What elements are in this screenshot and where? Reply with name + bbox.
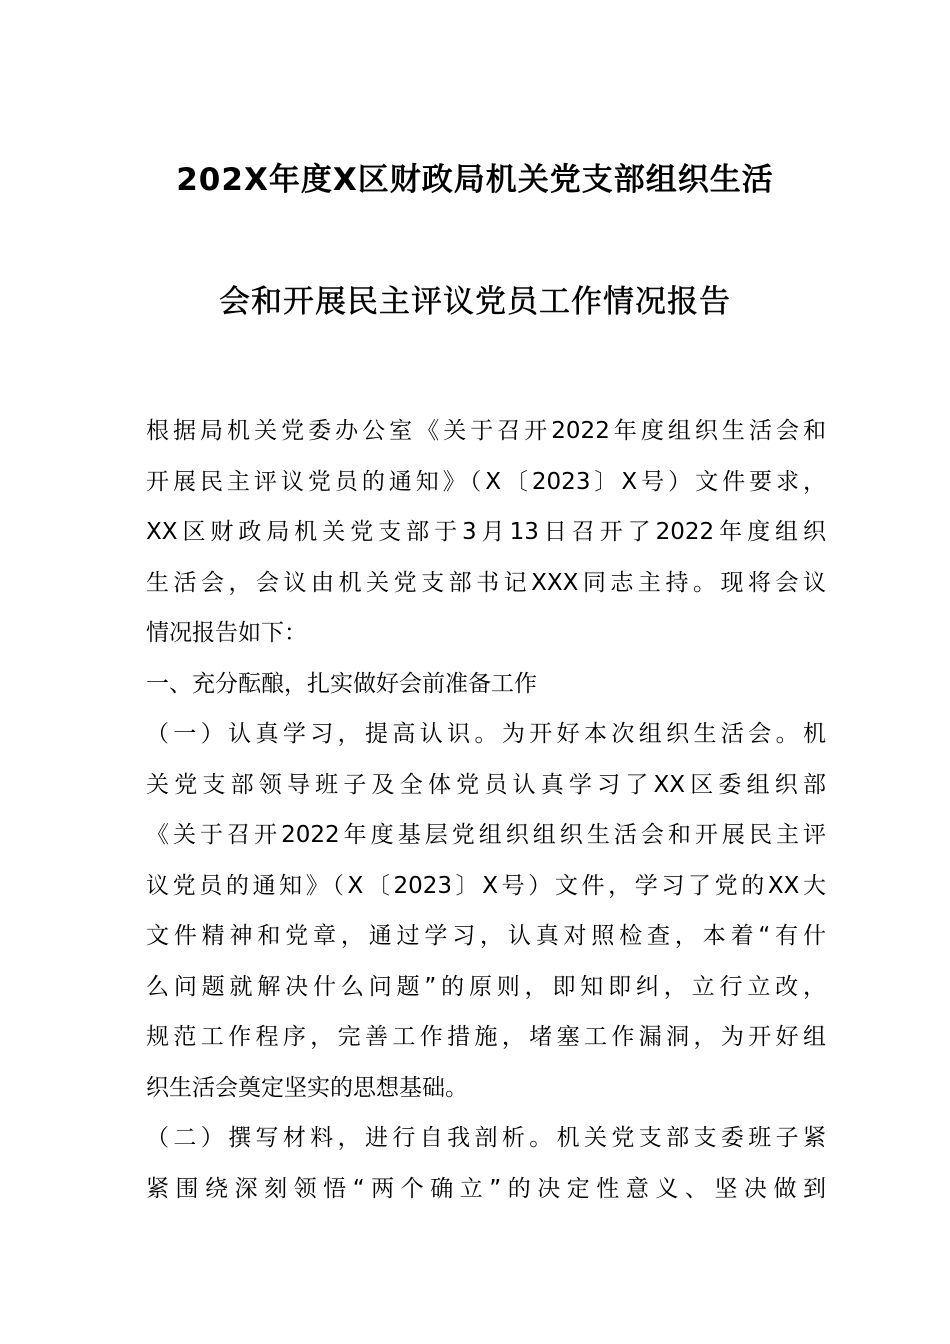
body-line: 情况报告如下：: [146, 620, 307, 646]
body-line: 关党支部领导班子及全体党员认真学习了XX区委组织部: [146, 771, 826, 798]
body-line: 《关于召开2022年度基层党组织组织生活会和开展民主评: [146, 822, 826, 848]
body-line: 规范工作程序，完善工作措施，堵塞工作漏洞，为开好组: [146, 1024, 826, 1050]
body-line: XX区财政局机关党支部于3月13日召开了2022年度组织: [146, 519, 826, 545]
report-body: [146, 406, 826, 1214]
body-line: 开展民主评议党员的通知》（X〔2023〕X号）文件要求，: [146, 468, 826, 495]
body-line: 织生活会奠定坚实的思想基础。: [146, 1074, 468, 1101]
body-line: （二）撰写材料，进行自我剖析。机关党支部支委班子紧: [146, 1125, 826, 1151]
body-line: 文件精神和党章，通过学习，认真对照检查，本着“有什: [146, 923, 826, 949]
report-title-line-1: 202X年度X区财政局机关党支部组织生活: [176, 162, 774, 198]
body-line: 根据局机关党委办公室《关于召开2022年度组织生活会和: [146, 418, 826, 444]
body-line: （一）认真学习，提高认识。为开好本次组织生活会。机: [146, 721, 826, 747]
report-title-line-2: 会和开展民主评议党员工作情况报告: [219, 284, 731, 320]
body-line: 生活会，会议由机关党支部书记XXX同志主持。现将会议: [146, 569, 826, 596]
body-line: 紧围绕深刻领悟“两个确立”的决定性意义、坚决做到: [146, 1175, 826, 1202]
section-heading: 一、充分酝酿，扎实做好会前准备工作: [146, 670, 537, 697]
body-line: 议党员的通知》（X〔2023〕X号）文件，学习了党的XX大: [146, 872, 826, 899]
body-line: 么问题就解决什么问题”的原则，即知即纠，立行立改，: [146, 973, 826, 1000]
